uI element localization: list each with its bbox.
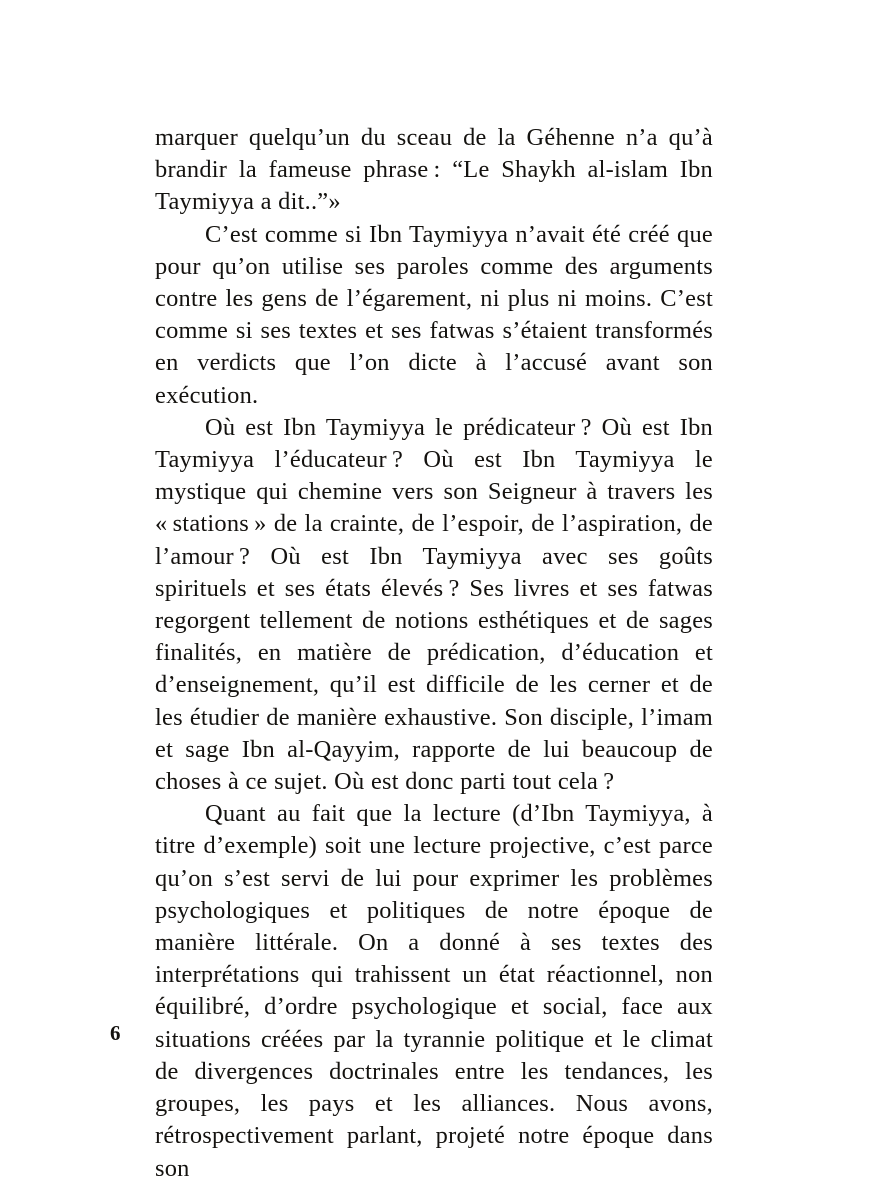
paragraph: Où est Ibn Taymiyya le prédicateur ? Où est Ibn Taymiyya l’éducateur ? Où est Ibn Taymiyya le mystique qui chemine vers son Seigneur à travers les « stations » de la crainte, de l’espoir, de l’aspiration, de l’amour ? Où est Ibn Taymiyya avec ses goûts spirituels et ses états élevés ? Ses livres et ses fatwas regorgent tellement de notions esthétiques et de sages finalités, en matière de prédication, d’éducation et d’enseignement, qu’il est difficile de les cerner et de les étudier de manière exhaustive. Son disciple, l’imam et sage Ibn al-Qayyim, rapporte de lui beaucoup de choses à ce sujet. Où est donc parti tout cela ? — [155, 413, 713, 796]
paragraph: C’est comme si Ibn Taymiyya n’avait été créé que pour qu’on utilise ses paroles comme des arguments contre les gens de l’égarement, ni plus ni moins. C’est comme si ses textes et ses fatwas s’étaient transformés en verdicts que l’on dicte à l’accusé avant son exécution. — [155, 220, 713, 409]
page-number: 6 — [110, 1021, 121, 1045]
paragraph: Quant au fait que la lecture (d’Ibn Taymiyya, à titre d’exemple) soit une lecture projective, c’est parce qu’on s’est servi de lui pour exprimer les problèmes psychologiques et politiques de notre époque de manière littérale. On a donné à ses textes des interprétations qui trahissent un état réactionnel, non équilibré, d’ordre psychologique et social, face aux situations créées par la tyrannie politique et le climat de divergences doctrinales entre les tendances, les groupes, les pays et les alliances. Nous avons, rétrospectivement parlant, projeté notre époque dans son — [155, 800, 713, 1182]
paragraph-continuation: marquer quelqu’un du sceau de la Géhenne n’a qu’à brandir la fameuse phrase : “Le Shaykh al-islam Ibn Taymiyya a dit..”» — [155, 124, 713, 216]
body-text-block — [155, 122, 713, 1185]
